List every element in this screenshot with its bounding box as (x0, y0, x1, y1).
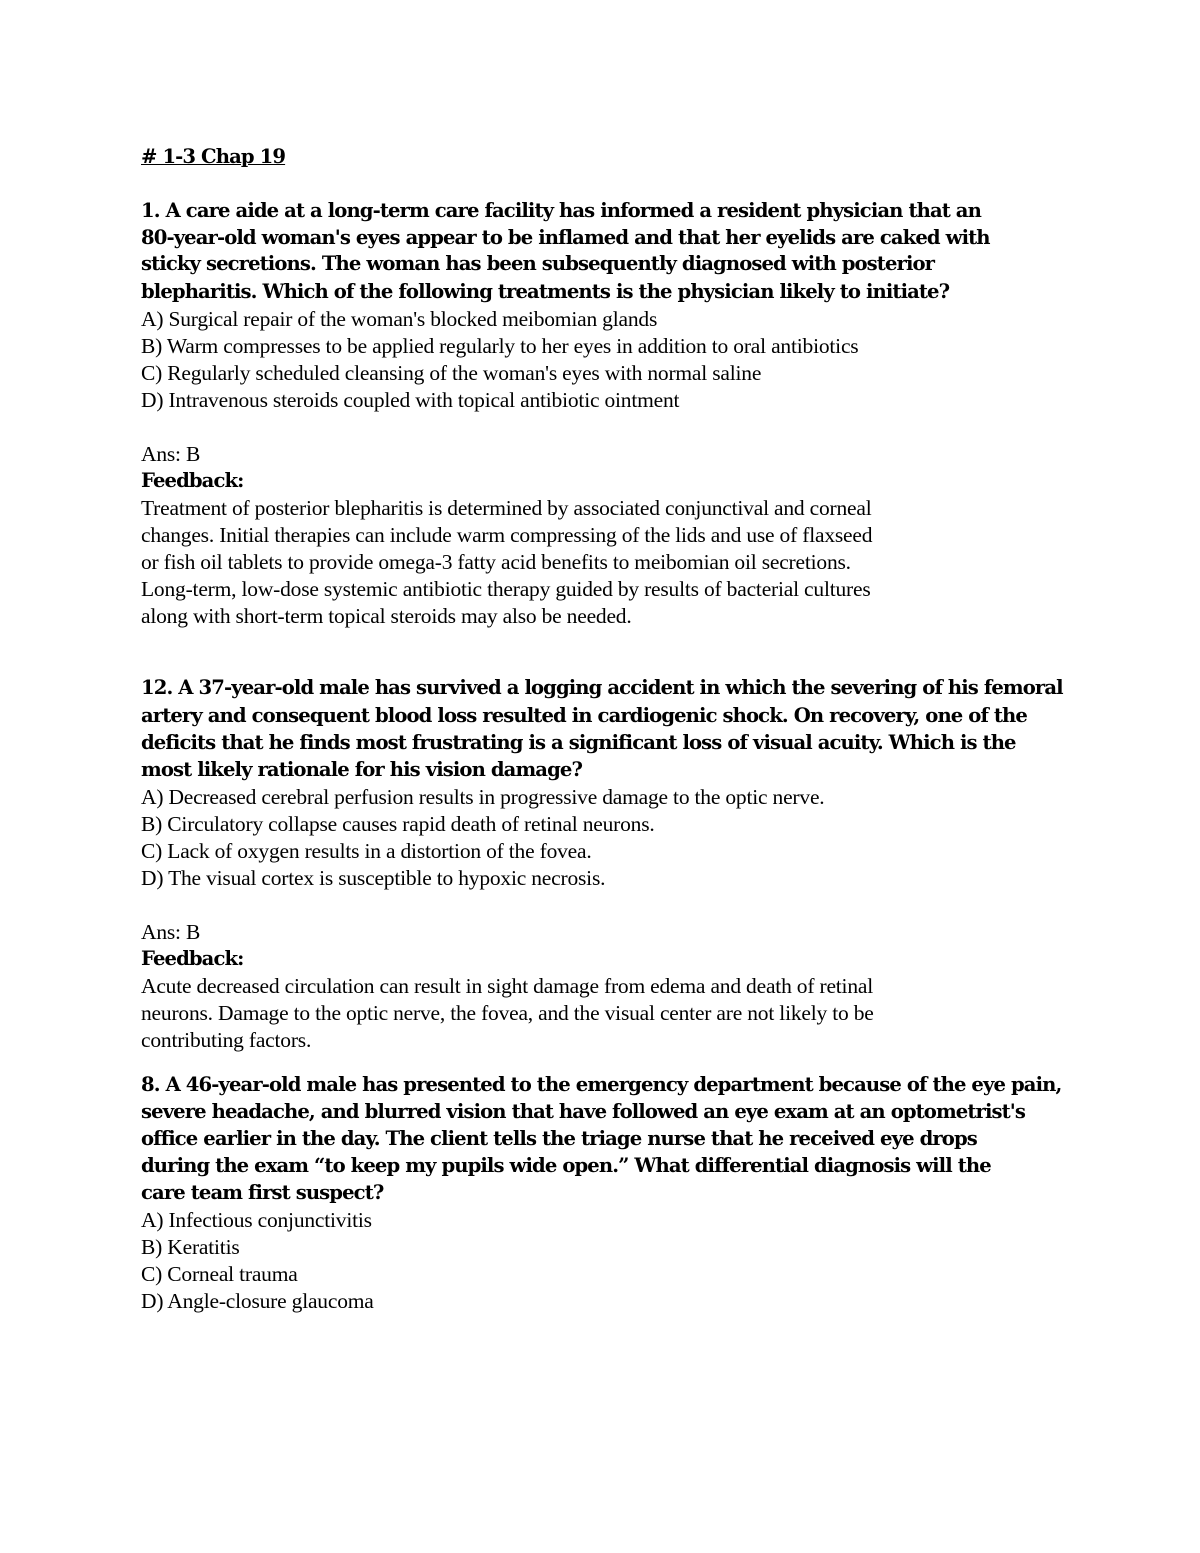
answer-option-a: A) Surgical repair of the woman's blocked meibomian glands (141, 307, 658, 331)
answer-option-c: C) Lack of oxygen results in a distortion of the fovea. (141, 839, 592, 863)
question-stem-line: 80-year-old woman's eyes appear to be inflamed and that her eyelids are caked with (141, 226, 990, 249)
feedback-line: changes. Initial therapies can include warm compressing of the lids and use of flaxseed (141, 523, 873, 547)
answer-key: Ans: B (141, 920, 201, 944)
answer-option-d: D) Angle-closure glaucoma (141, 1289, 374, 1313)
feedback-line: neurons. Damage to the optic nerve, the fovea, and the visual center are not likely to be (141, 1001, 874, 1025)
answer-option-a: A) Infectious conjunctivitis (141, 1208, 372, 1232)
question-stem-line: during the exam “to keep my pupils wide open.” What differential diagnosis will the (141, 1154, 991, 1177)
feedback-line: or fish oil tablets to provide omega-3 fatty acid benefits to meibomian oil secretions. (141, 550, 851, 574)
feedback-label: Feedback: (141, 469, 244, 492)
answer-option-c: C) Corneal trauma (141, 1262, 298, 1286)
question-stem-line: severe headache, and blurred vision that have followed an eye exam at an optometrist's (141, 1100, 1026, 1123)
feedback-line: contributing factors. (141, 1028, 312, 1052)
question-stem-line: artery and consequent blood loss resulted in cardiogenic shock. On recovery, one of the (141, 704, 1027, 727)
answer-option-b: B) Warm compresses to be applied regularly to her eyes in addition to oral antibiotics (141, 334, 859, 358)
answer-option-b: B) Circulatory collapse causes rapid death of retinal neurons. (141, 812, 655, 836)
answer-option-d: D) The visual cortex is susceptible to hypoxic necrosis. (141, 866, 606, 890)
question-stem-line: sticky secretions. The woman has been subsequently diagnosed with posterior (141, 252, 935, 275)
question-stem-line: 12. A 37-year-old male has survived a logging accident in which the severing of his femoral (141, 676, 1063, 699)
question-stem-line: most likely rationale for his vision damage? (141, 758, 583, 781)
answer-key: Ans: B (141, 442, 201, 466)
feedback-label: Feedback: (141, 947, 244, 970)
answer-option-a: A) Decreased cerebral perfusion results in progressive damage to the optic nerve. (141, 785, 825, 809)
question-stem-line: 8. A 46-year-old male has presented to the emergency department because of the eye pain, (141, 1073, 1062, 1096)
feedback-line: Treatment of posterior blepharitis is determined by associated conjunctival and corneal (141, 496, 872, 520)
feedback-line: Acute decreased circulation can result in sight damage from edema and death of retinal (141, 974, 873, 998)
question-stem-line: care team first suspect? (141, 1181, 384, 1204)
feedback-line: Long-term, low-dose systemic antibiotic therapy guided by results of bacterial cultures (141, 577, 871, 601)
answer-option-c: C) Regularly scheduled cleansing of the woman's eyes with normal saline (141, 361, 762, 385)
question-stem-line: deficits that he finds most frustrating is a significant loss of visual acuity. Which is the (141, 731, 1016, 754)
feedback-line: along with short-term topical steroids may also be needed. (141, 604, 632, 628)
answer-option-d: D) Intravenous steroids coupled with topical antibiotic ointment (141, 388, 680, 412)
answer-option-b: B) Keratitis (141, 1235, 240, 1259)
chapter-title: # 1-3 Chap 19 (141, 145, 286, 168)
question-stem-line: blepharitis. Which of the following treatments is the physician likely to initiate? (141, 280, 950, 303)
question-stem-line: 1. A care aide at a long-term care facility has informed a resident physician that an (141, 199, 981, 222)
question-stem-line: office earlier in the day. The client tells the triage nurse that he received eye drops (141, 1127, 977, 1150)
